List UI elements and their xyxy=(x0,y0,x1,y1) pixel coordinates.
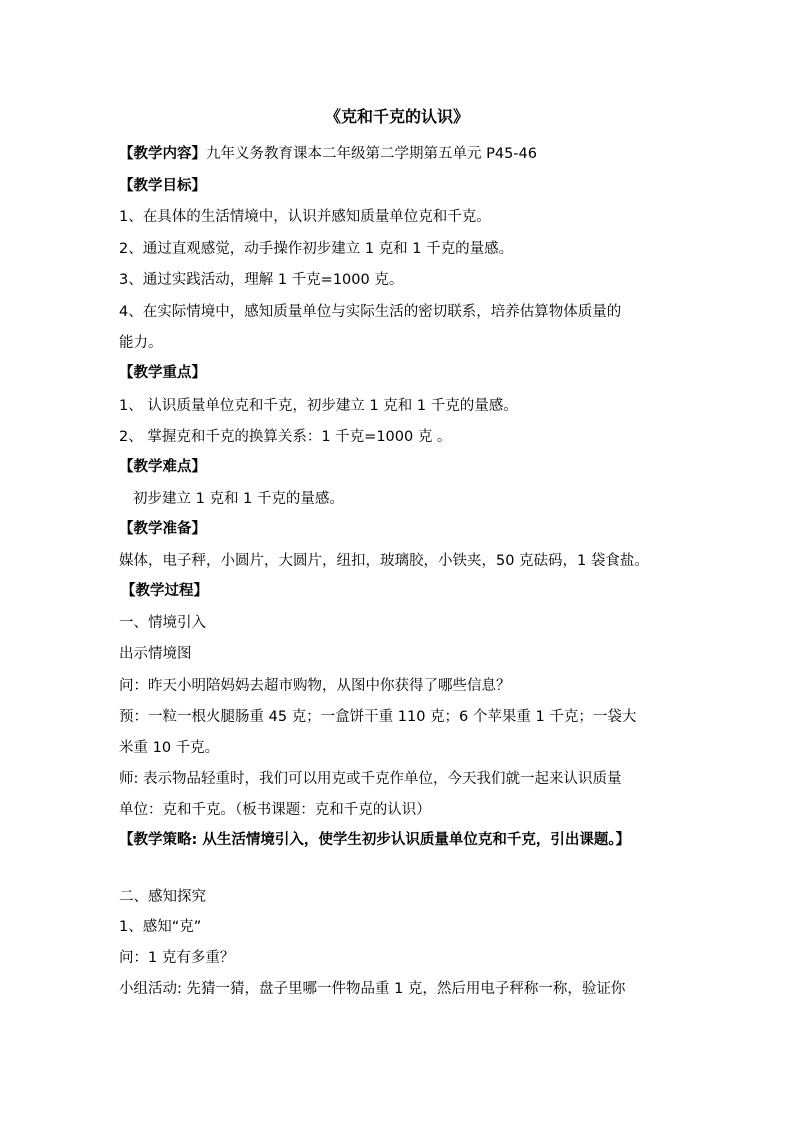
teaching-strategy: 【教学策略: 从生活情境引入，使学生初步认识质量单位克和千克，引出课题。】 xyxy=(119,832,631,848)
objectives-heading: 【教学目标】 xyxy=(119,178,206,194)
process-line: 小组活动: 先猜一猜，盘子里哪一件物品重 1 克，然后用电子秤称一称，验证你 xyxy=(119,981,626,997)
process-line: 预：一粒一根火腿肠重 45 克；一盒饼干重 110 克；6 个苹果重 1 千克；一袋大 xyxy=(119,709,637,725)
preparation-heading: 【教学准备】 xyxy=(119,521,206,537)
key-point-item: 1、 认识质量单位克和千克，初步建立 1 克和 1 千克的量感。 xyxy=(119,398,518,414)
objective-item-continued: 能力。 xyxy=(119,335,163,351)
teaching-content-label: 【教学内容】 xyxy=(119,146,206,162)
process-line: 出示情境图 xyxy=(119,646,192,662)
teaching-content-line xyxy=(119,144,689,164)
process-heading: 【教学过程】 xyxy=(121,583,208,599)
difficulties-heading: 【教学难点】 xyxy=(119,459,206,475)
difficulties-text: 初步建立 1 克和 1 千克的量感。 xyxy=(133,491,344,507)
teaching-content-text: 九年义务教育课本二年级第二学期第五单元 P45-46 xyxy=(206,146,537,162)
preparation-text: 媒体，电子秤，小圆片，大圆片，纽扣，玻璃胶，小铁夹，50 克砝码，1 袋食盐。 xyxy=(119,553,649,569)
section-title: 一、情境引入 xyxy=(119,615,206,631)
section-title: 二、感知探究 xyxy=(119,889,206,905)
process-line: 1、感知“克” xyxy=(119,919,202,935)
objective-item: 3、通过实践活动，理解 1 千克=1000 克。 xyxy=(119,272,404,288)
process-line: 单位：克和千克。（板书课题：克和千克的认识） xyxy=(119,802,431,818)
key-point-item: 2、 掌握克和千克的换算关系：1 千克=1000 克 。 xyxy=(119,429,452,445)
document-title: 《克和千克的认识》 xyxy=(324,107,469,126)
process-line: 米重 10 千克。 xyxy=(119,740,220,756)
objective-item: 1、在具体的生活情境中，认识并感知质量单位克和千克。 xyxy=(119,209,491,225)
key-points-heading: 【教学重点】 xyxy=(119,365,206,381)
process-line: 问：1 克有多重？ xyxy=(119,950,235,966)
process-line: 师: 表示物品轻重时，我们可以用克或千克作单位，今天我们就一起来认识质量 xyxy=(119,771,622,787)
objective-item: 2、通过直观感觉，动手操作初步建立 1 克和 1 千克的量感。 xyxy=(119,241,514,257)
process-line: 问：昨天小明陪妈妈去超市购物，从图中你获得了哪些信息？ xyxy=(119,678,511,694)
objective-item: 4、在实际情境中，感知质量单位与实际生活的密切联系，培养估算物体质量的 xyxy=(119,304,622,320)
